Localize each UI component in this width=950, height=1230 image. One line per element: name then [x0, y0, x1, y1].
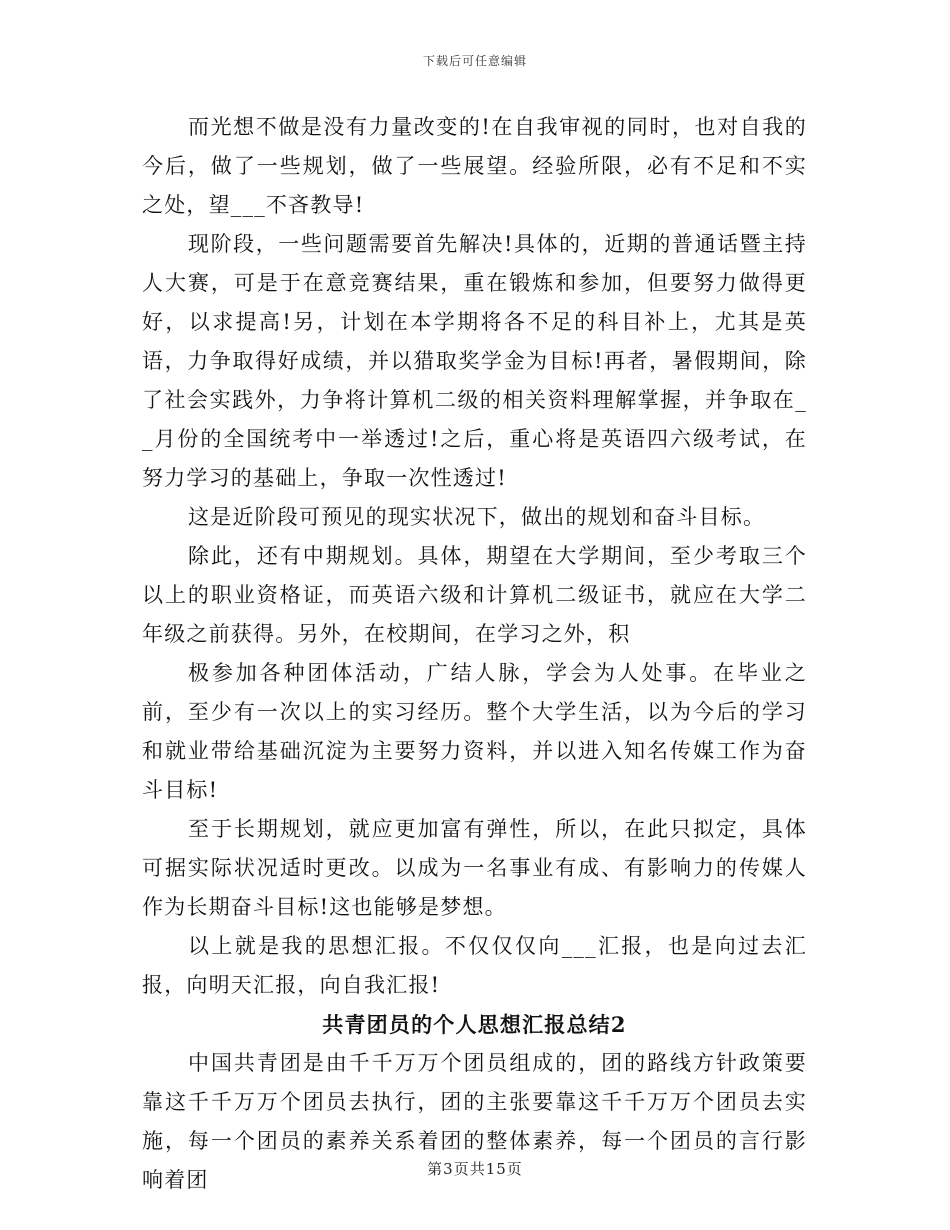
- paragraph-mid-term-plan: 除此，还有中期规划。具体，期望在大学期间，至少考取三个以上的职业资格证，而英语六级和计算机二级证书，就应在大学二年级之前获得。另外，在校期间，在学习之外，积: [142, 544, 807, 646]
- document-body: [142, 108, 807, 1200]
- page-header: 下载后可任意编辑: [422, 54, 527, 68]
- paragraph-section-intro: 中国共青团是由千千万万个团员组成的，团的路线方针政策要靠这千千万万个团员去执行，团的主张要靠这千千万万个团员去实施，每一个团员的素养关系着团的整体素养，每一个团员的言行影响着团: [142, 1051, 807, 1192]
- paragraph-short-term-plan: 现阶段，一些问题需要首先解决!具体的，近期的普通话暨主持人大赛，可是于在意竞赛结果，重在锻炼和参加，但要努力做得更好，以求提高!另，计划在本学期将各不足的科目补上，尤其是英语，力争取得好成绩，并以猎取奖学金为目标!再者，暑假期间，除了社会实践外，力争将计算机二级的相关资料理解掌握，并争取在__月份的全国统考中一举透过!之后，重心将是英语四六级考试，在努力学习的基础上，争取一次性透过!: [142, 232, 807, 490]
- page-footer: 第3页共15页: [427, 1160, 523, 1178]
- paragraph-near-term-summary: 这是近阶段可预见的现实状况下，做出的规划和奋斗目标。: [188, 505, 766, 529]
- paragraph-long-term-plan: 至于长期规划，就应更加富有弹性，所以，在此只拟定，具体可据实际状况适时更改。以成为一名事业有成、有影响力的传媒人作为长期奋斗目标!这也能够是梦想。: [142, 817, 807, 919]
- paragraph-conclusion: 以上就是我的思想汇报。不仅仅仅向___汇报，也是向过去汇报，向明天汇报，向自我汇报!: [142, 934, 807, 997]
- paragraph-reflection: 而光想不做是没有力量改变的!在自我审视的同时，也对自我的今后，做了一些规划，做了一些展望。经验所限，必有不足和不实之处，望___不吝教导!: [142, 115, 807, 217]
- section-title: 共青团员的个人思想汇报总结2: [322, 1012, 627, 1037]
- paragraph-mid-term-continued: 极参加各种团体活动，广结人脉，学会为人处事。在毕业之前，至少有一次以上的实习经历。整个大学生活，以为今后的学习和就业带给基础沉淀为主要努力资料，并以进入知名传媒工作为奋斗目标!: [142, 661, 807, 802]
